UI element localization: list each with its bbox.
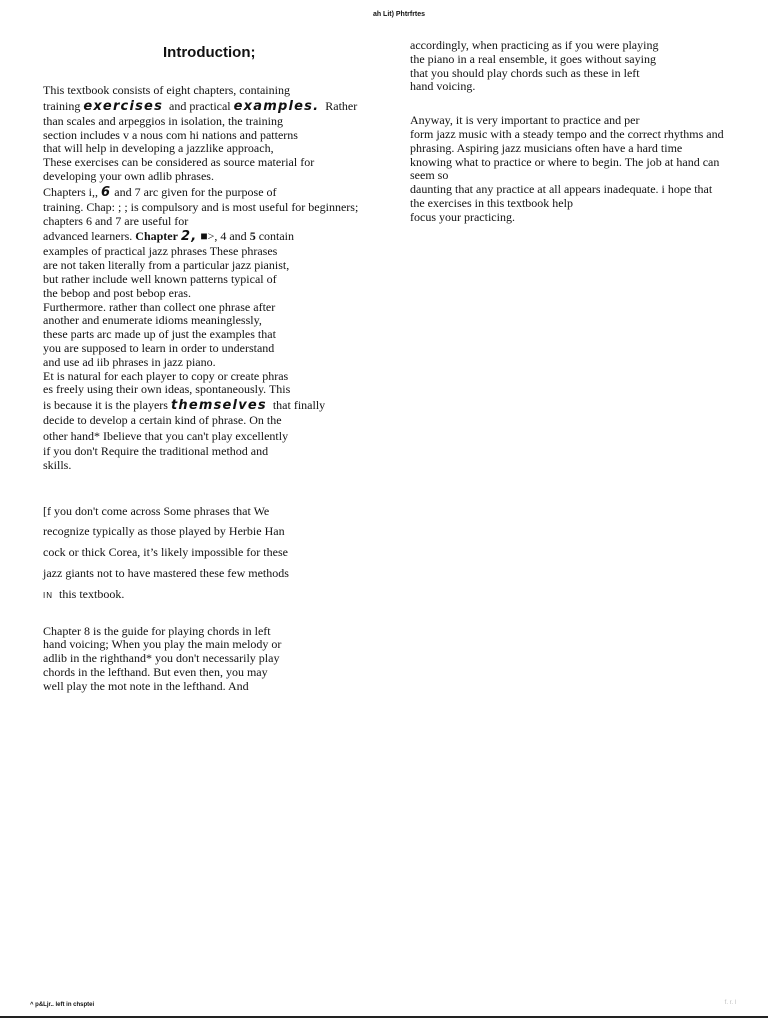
text-line: if you don't Require the traditional method and [43, 443, 269, 458]
text-line [43, 228, 373, 245]
emphasized-number: 2, [180, 229, 198, 245]
text-span: and [229, 229, 247, 244]
emphasized-word: exercises [83, 98, 164, 114]
text-line: well play the mot note in the lefthand. And [43, 678, 249, 693]
text-line: training. Chap: ; ; is compulsory and is most useful for beginners; [43, 199, 359, 214]
text-line: These exercises can be considered as source material for [43, 155, 315, 170]
bold-word: Chapter [135, 229, 178, 244]
text-line: the piano in a real ensemble, it goes without saying [410, 51, 656, 66]
text-line: but rather include well known patterns typical of [43, 271, 277, 286]
text-line [43, 584, 373, 607]
text-line: and use ad iib phrases in jazz piano. [43, 354, 216, 369]
text-span: training [43, 98, 81, 113]
text-line [43, 184, 373, 201]
emphasized-word: themselves [170, 398, 267, 414]
text-line: form jazz music with a steady tempo and the correct rhythms and [410, 126, 724, 141]
text-line: examples of practical jazz phrases These phrases [43, 244, 278, 259]
text-line: that will help in developing a jazzlike approach, [43, 141, 274, 156]
text-line: adlib in the righthand* you don't necessarily play [43, 651, 280, 666]
bold-number: 5 [249, 229, 256, 244]
right-column [410, 39, 740, 225]
text-line: phrasing. Aspiring jazz musicians often have a hard time [410, 140, 683, 155]
text-line: these parts arc made up of just the examples that [43, 327, 276, 342]
text-span: contain [258, 229, 295, 244]
paragraph-chapters-overview [43, 84, 373, 473]
small-caps-word: IN [43, 590, 53, 600]
text-line: the exercises in this textbook help [410, 195, 573, 210]
paragraph-chapter-8 [43, 625, 373, 694]
text-line: Chapter 8 is the guide for playing chords in left [43, 623, 271, 638]
text-line: hand voicing. [410, 79, 476, 94]
text-line: accordingly, when practicing as if you were playing [410, 38, 659, 52]
text-span: advanced learners. [43, 229, 133, 244]
text-span: Rather [325, 98, 358, 113]
text-span: ■>, 4 [200, 229, 227, 244]
emphasized-word: examples. [233, 98, 320, 114]
text-line: than scales and arpeggios in isolation, the training [43, 113, 283, 128]
text-line: are not taken literally from a particular jazz pianist, [43, 258, 290, 273]
bottom-divider [0, 1016, 768, 1018]
text-line: you are supposed to learn in order to understand [43, 340, 275, 355]
text-line: recognize typically as those played by Herbie Han [43, 524, 285, 539]
text-line: developing your own adlib phrases. [43, 168, 214, 183]
text-line: es freely using their own ideas, spontaneously. This [43, 382, 291, 397]
text-span: that finally [272, 398, 326, 413]
text-line: Anyway, it is very important to practice and per [410, 113, 640, 128]
text-line: the bebop and post bebop eras. [43, 285, 191, 300]
emphasized-number: 6 [101, 184, 112, 200]
page-title: Introduction; [163, 44, 256, 61]
text-line: chapters 6 and 7 are useful for [43, 213, 189, 228]
text-line: skills. [43, 457, 72, 472]
text-line: focus your practicing. [410, 209, 515, 224]
text-line: [f you don't come across Some phrases that We [43, 503, 270, 518]
footer-left: ^ p&Ljr.. left in chsptei [30, 1002, 95, 1008]
text-line: hand voicing; When you play the main melody or [43, 637, 282, 652]
running-head: ah Lit) Phtrfrtes [372, 11, 426, 18]
text-line: jazz giants not to have mastered these few methods [43, 565, 289, 580]
footer-page-number: f. r. l [724, 1000, 736, 1006]
text-line: another and enumerate idioms meaninglessly, [43, 313, 262, 328]
paragraph-left-hand-voicing [410, 39, 740, 94]
text-span: and practical [169, 98, 231, 113]
text-line: knowing what to practice or where to begin. The job at hand can [410, 154, 720, 169]
left-column [43, 40, 373, 694]
text-line: This textbook consists of eight chapters, containing [43, 83, 290, 97]
text-line: other hand* Ibelieve that you can't play excellently [43, 428, 289, 443]
text-line: decide to develop a certain kind of phrase. On the [43, 413, 282, 428]
paragraph-jazz-giants [43, 501, 373, 607]
text-span: Chapters i,, [43, 184, 98, 199]
text-line: cock or thick Corea, it’s likely impossible for these [43, 545, 288, 560]
text-line: chords in the lefthand. But even then, you may [43, 664, 268, 679]
paragraph-practice-advice [410, 114, 740, 224]
text-span: is because it is the players [43, 398, 168, 413]
text-line [43, 98, 373, 115]
text-line [43, 397, 373, 414]
text-span: this textbook. [59, 586, 125, 601]
text-line: section includes v a nous com hi nations and patterns [43, 127, 298, 142]
text-line: Furthermore. rather than collect one phrase after [43, 299, 276, 314]
text-line: seem so [410, 168, 449, 183]
text-line: Et is natural for each player to copy or create phras [43, 368, 289, 383]
text-line: daunting that any practice at all appears inadequate. i hope that [410, 182, 713, 197]
text-span: and 7 arc given for the purpose of [114, 184, 277, 199]
text-line: that you should play chords such as these in left [410, 65, 640, 80]
